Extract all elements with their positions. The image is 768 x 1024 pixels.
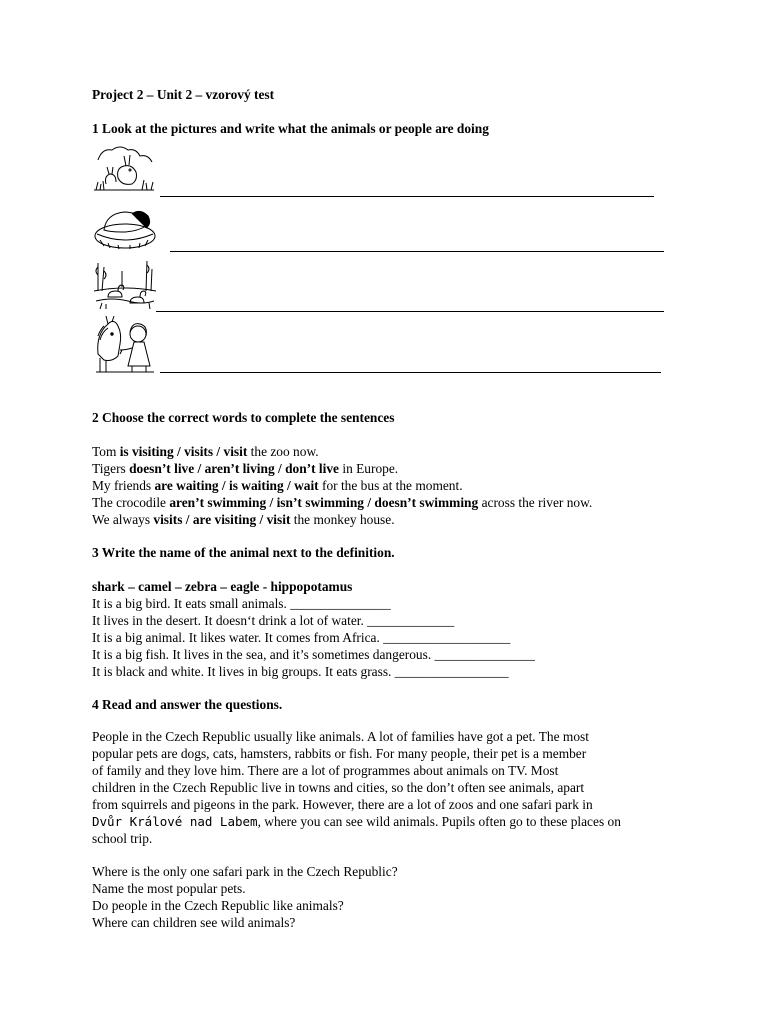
answer-line-2[interactable] [170, 251, 664, 252]
sentence-1 [92, 443, 319, 460]
rabbits-eating-grass-icon [92, 140, 156, 194]
sentence-text: My friends [92, 478, 155, 493]
ducks-swimming-in-pond-icon [92, 257, 158, 311]
answer-line-4[interactable] [160, 372, 661, 373]
girl-feeding-horse-icon [92, 314, 156, 376]
sentence-4 [92, 494, 592, 511]
paragraph-line: children in the Czech Republic live in towns and cities, so the don’t often see animals, apart [92, 780, 585, 795]
question-2: Name the most popular pets. [92, 881, 246, 896]
sentence-text: the zoo now. [247, 444, 319, 459]
sentence-text: the monkey house. [290, 512, 395, 527]
sentence-text: We always [92, 512, 154, 527]
sentence-text: The crocodile [92, 495, 170, 510]
paragraph-line: popular pets are dogs, cats, hamsters, rabbits or fish. For many people, their pet is a member [92, 746, 587, 761]
definition-3[interactable]: It is a big animal. It likes water. It comes from Africa. ___________________ [92, 630, 511, 645]
answer-choices[interactable]: are waiting / is waiting / wait [154, 478, 319, 493]
ex2-heading: 2 Choose the correct words to complete the sentences [92, 410, 395, 425]
question-3: Do people in the Czech Republic like animals? [92, 898, 344, 913]
ex1-heading: 1 Look at the pictures and write what the animals or people are doing [92, 121, 489, 136]
paragraph-line [92, 813, 621, 830]
sentence-2 [92, 460, 398, 477]
paragraph-text: , where you can see wild animals. Pupils often go to these places on [257, 814, 621, 829]
word-bank: shark – camel – zebra – eagle - hippopotamus [92, 579, 353, 594]
definition-5[interactable]: It is black and white. It lives in big groups. It eats grass. _________________ [92, 664, 509, 679]
question-4: Where can children see wild animals? [92, 915, 296, 930]
sentence-text: in Europe. [339, 461, 399, 476]
answer-line-1[interactable] [160, 196, 654, 197]
answer-choices[interactable]: aren’t swimming / isn’t swimming / doesn’t swimming [169, 495, 479, 510]
paragraph-line: from squirrels and pigeons in the park. However, there are a lot of zoos and one safari park in [92, 797, 593, 812]
sentence-text: Tom [92, 444, 120, 459]
sentence-5 [92, 511, 395, 528]
place-name: Dvůr Králové nad Labem [92, 814, 258, 829]
ex3-heading: 3 Write the name of the animal next to the definition. [92, 545, 395, 560]
definition-2[interactable]: It lives in the desert. It doesn‘t drink a lot of water. _____________ [92, 613, 455, 628]
paragraph-line: school trip. [92, 831, 153, 846]
answer-line-3[interactable] [156, 311, 664, 312]
answer-choices[interactable]: visits / are visiting / visit [153, 512, 291, 527]
ex4-heading: 4 Read and answer the questions. [92, 697, 283, 712]
definition-4[interactable]: It is a big fish. It lives in the sea, and it’s sometimes dangerous. _______________ [92, 647, 535, 662]
sentence-text: across the river now. [478, 495, 593, 510]
paragraph-line: People in the Czech Republic usually like animals. A lot of families have got a pet. The most [92, 729, 589, 744]
dog-sleeping-in-basket-icon [92, 204, 158, 252]
answer-choices[interactable]: is visiting / visits / visit [119, 444, 248, 459]
sentence-text: for the bus at the moment. [318, 478, 463, 493]
page-title: Project 2 – Unit 2 – vzorový test [92, 87, 275, 102]
paragraph-line: of family and they love him. There are a lot of programmes about animals on TV. Most [92, 763, 559, 778]
definition-1[interactable]: It is a big bird. It eats small animals. _______________ [92, 596, 391, 611]
answer-choices[interactable]: doesn’t live / aren’t living / don’t live [129, 461, 340, 476]
sentence-3 [92, 477, 463, 494]
sentence-text: Tigers [92, 461, 130, 476]
question-1: Where is the only one safari park in the Czech Republic? [92, 864, 398, 879]
